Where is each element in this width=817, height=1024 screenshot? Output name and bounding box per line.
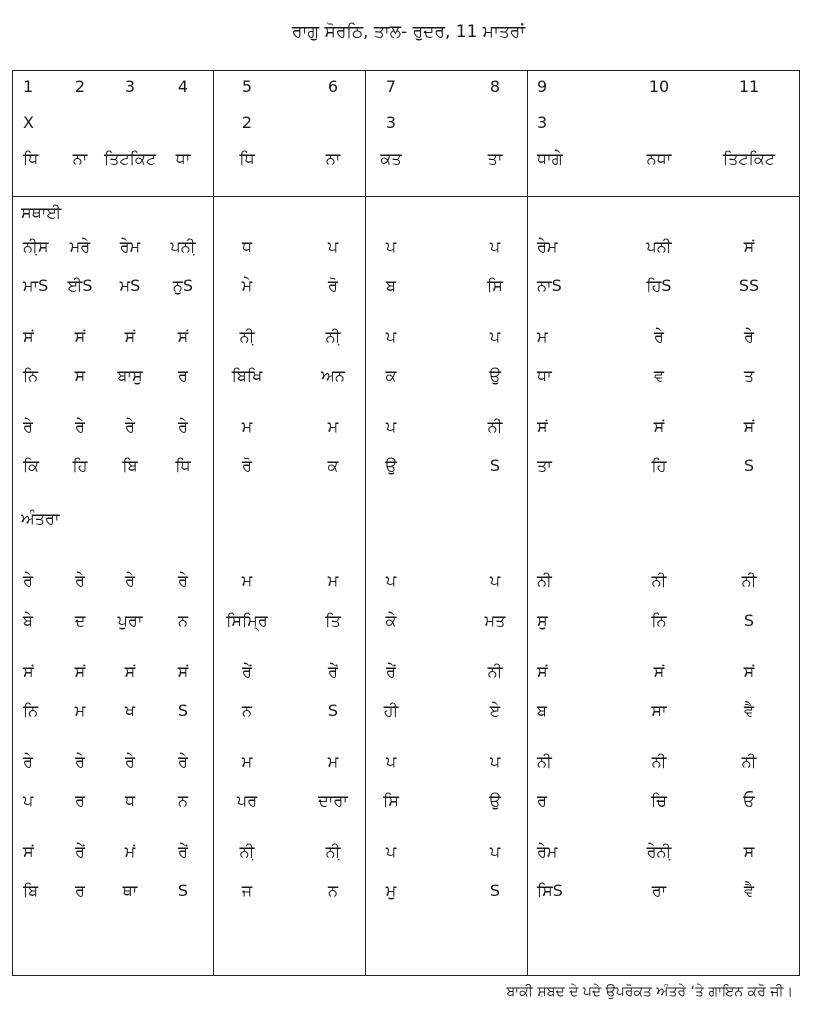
lyric-cell: ਵੈ — [743, 881, 755, 900]
lyric-cell: ਰ — [178, 366, 188, 385]
swar-row — [13, 569, 801, 593]
lyric-cell: ਨਿ — [651, 611, 667, 630]
theka-bol: ਧਿ — [239, 149, 255, 168]
lyric-cell: ਕੇ — [385, 611, 397, 630]
swar-cell: ਨੀ — [487, 662, 503, 681]
lyric-cell: ਵ — [653, 366, 665, 385]
lyric-cell: ਰ — [537, 791, 547, 810]
lyric-cell: ਨ — [241, 701, 252, 720]
swar-cell: ਰੇ — [125, 752, 135, 771]
swar-cell: ਪ — [489, 237, 501, 256]
beats-row — [13, 75, 801, 99]
swar-row — [13, 750, 801, 774]
lyric-cell: ਰ — [75, 791, 85, 810]
swar-cell: ਰੇ — [75, 417, 85, 436]
lyric-cell: ਹਿ — [651, 456, 667, 475]
theka-bol: ਕਤ — [380, 149, 402, 168]
swar-cell: ਰੇ — [125, 417, 135, 436]
lyric-row — [13, 609, 801, 633]
swar-cell: ਪ — [489, 571, 501, 590]
lyric-cell: ਬਾਸੁ — [117, 366, 143, 385]
lyric-cell: ਥਾ — [122, 881, 138, 900]
swar-cell: ਨੀ਼ — [325, 842, 341, 861]
tali-marker: 3 — [537, 113, 548, 132]
swar-cell: ਪ — [489, 752, 501, 771]
lyric-cell: ਬਿ — [23, 881, 39, 900]
lyric-row — [13, 699, 801, 723]
lyric-cell: ਕਿ — [23, 456, 40, 475]
lyric-cell: ਸਿS — [537, 881, 563, 900]
swar-cell: ਸਂ — [74, 662, 86, 681]
swar-cell: ਨੀ — [537, 571, 552, 590]
lyric-cell: ਬਿ — [122, 456, 138, 475]
swar-row — [13, 325, 801, 349]
swar-cell: ਪ — [385, 417, 397, 436]
header-divider — [13, 196, 799, 197]
lyric-cell: ਹੀ — [383, 701, 399, 720]
lyric-cell: ਚਿ — [651, 791, 667, 810]
lyric-cell: ਓ — [743, 791, 755, 810]
swar-cell: ਨੀ਼ — [239, 842, 255, 861]
lyric-cell: ਖ — [124, 701, 136, 720]
swar-cell: ਮਰੇ — [69, 237, 91, 256]
swar-cell: ਮ — [327, 571, 339, 590]
swar-cell: ਰੇ — [75, 752, 85, 771]
swar-cell: ਰੇਂ — [386, 662, 396, 681]
lyric-cell: ਦ — [74, 611, 86, 630]
swar-cell: ਰੇਮ — [119, 237, 141, 256]
swar-cell: ਸਂ — [537, 417, 548, 436]
lyric-cell: ਬੇ — [23, 611, 33, 630]
lyric-cell: ਸਿਮ੍ਰਿ — [226, 611, 268, 630]
lyric-cell: ਪਰ — [236, 791, 258, 810]
swar-cell: ਮ — [241, 752, 253, 771]
swar-cell: ਨੀ — [651, 571, 667, 590]
swar-cell: ਨੀ — [537, 752, 552, 771]
theka-bol: ਧਾਗੇ — [537, 149, 563, 168]
lyric-cell: ਸੁ — [537, 611, 548, 630]
page-title: ਰਾਗੁ ਸੋਰਠਿ, ਤਾਲ- ਰੁਦਰ, 11 ਮਾਤਰਾਂ — [291, 22, 526, 42]
notation-table — [12, 70, 800, 976]
swar-cell: ਸਂ — [653, 417, 665, 436]
lyric-cell: ਮੁ — [385, 881, 397, 900]
swar-row — [13, 235, 801, 259]
lyric-cell: S — [743, 611, 755, 630]
lyric-cell: ਸਿ — [383, 791, 399, 810]
lyric-row — [13, 274, 801, 298]
lyric-cell: ਅਨ — [321, 366, 345, 385]
lyric-cell: ਮਤ — [484, 611, 506, 630]
swar-cell: ਨੀ਼ — [325, 327, 341, 346]
swar-cell: ਰੇਮ — [537, 237, 558, 256]
lyric-cell: ਹਿ — [72, 456, 88, 475]
lyric-cell: ਮੇ — [241, 276, 253, 295]
swar-cell: ਰੇਂ — [328, 662, 338, 681]
swar-cell: ਸਂ — [23, 842, 34, 861]
lyric-cell: ਕ — [327, 456, 339, 475]
swar-row — [13, 660, 801, 684]
lyric-cell: ਤ — [743, 366, 755, 385]
lyric-cell: S — [489, 881, 501, 900]
swar-cell: ਧ — [241, 237, 253, 256]
swar-cell: ਸਂ — [23, 662, 34, 681]
lyric-cell: ਦਾਰਾ — [318, 791, 348, 810]
swar-cell: ਪ — [385, 571, 397, 590]
swar-cell: ਸਂ — [177, 662, 189, 681]
lyric-cell: ਨੁS — [172, 276, 194, 295]
lyric-cell: ਉ — [385, 456, 397, 475]
swar-cell: ਸਂ — [743, 237, 755, 256]
swar-cell: ਰੇਂ — [178, 842, 188, 861]
swar-cell: ਪ — [385, 842, 397, 861]
swar-cell: ਸਂ — [653, 662, 665, 681]
swar-cell: ਰੇ — [178, 571, 188, 590]
swar-cell: ਰੇ — [178, 417, 188, 436]
beat-number: 7 — [385, 77, 397, 96]
beat-number: 3 — [124, 77, 136, 96]
swar-cell: ਨੀ਼ਸ — [23, 237, 49, 256]
lyric-cell: ਬ — [386, 276, 396, 295]
lyric-cell: ਏ — [489, 701, 501, 720]
beat-number: 10 — [648, 77, 670, 96]
swar-cell: ਪ — [385, 752, 397, 771]
swar-cell: ਪ — [385, 327, 397, 346]
beat-number: 11 — [738, 77, 760, 96]
swar-cell: ਪਨੀ਼ — [170, 237, 196, 256]
theka-bol: ਤਾ — [487, 149, 503, 168]
swar-cell: ਪਨੀ — [646, 237, 672, 256]
lyric-cell: ਰਾ — [651, 881, 667, 900]
section-label-sthayi: ਸਥਾਈ — [21, 203, 62, 222]
lyric-cell: ਧ — [124, 791, 136, 810]
lyric-cell: ਪੁਰਾ — [117, 611, 143, 630]
swar-cell: ਨੀ — [741, 752, 757, 771]
lyric-row — [13, 454, 801, 478]
tali-marker: 3 — [385, 113, 397, 132]
lyric-cell: ਬ — [537, 701, 547, 720]
theka-bol: ਨਾ — [72, 149, 88, 168]
lyric-cell: S — [327, 701, 339, 720]
swar-cell: ਸਂ — [124, 662, 136, 681]
lyric-cell: ਨਿ — [23, 366, 39, 385]
lyric-cell: ਤਿ — [325, 611, 341, 630]
swar-cell: ਮ — [327, 752, 339, 771]
swar-cell: ਮ — [537, 327, 548, 346]
swar-cell: ਸਂ — [743, 417, 755, 436]
swar-cell: ਸਂ — [177, 327, 189, 346]
lyric-cell: S — [743, 456, 755, 475]
lyric-cell: ਨਿ — [23, 701, 39, 720]
swar-cell: ਸਂ — [23, 327, 34, 346]
swar-cell: ਰੇਮ — [537, 842, 558, 861]
lyric-cell: S — [489, 456, 501, 475]
lyric-cell: ਨਾS — [537, 276, 562, 295]
swar-cell: ਨੀ — [741, 571, 757, 590]
lyric-cell: ਰੋ — [328, 276, 338, 295]
lyric-cell: ਜ — [241, 881, 253, 900]
lyric-cell: ਤਾ — [537, 456, 552, 475]
lyric-cell: ਧਿ — [175, 456, 191, 475]
beat-number: 4 — [177, 77, 189, 96]
lyric-cell: ਮ — [74, 701, 86, 720]
lyric-row — [13, 789, 801, 813]
swar-cell: ਸ — [743, 842, 755, 861]
beat-number: 5 — [241, 77, 253, 96]
beat-number: 6 — [327, 77, 339, 96]
swar-cell: ਮ — [241, 417, 253, 436]
lyric-cell: ਵੈ — [743, 701, 755, 720]
swar-cell: ਮ — [241, 571, 253, 590]
lyric-cell: ਰੋ — [242, 456, 252, 475]
swar-cell: ਮਂ — [124, 842, 136, 861]
tali-marker: X — [23, 113, 34, 132]
swar-cell: ਪ — [489, 842, 501, 861]
swar-cell: ਨੀ — [487, 417, 503, 436]
theka-bol: ਨਾ — [325, 149, 341, 168]
lyric-cell: ਸ — [74, 366, 86, 385]
swar-cell: ਰੇਨੀ਼ — [646, 842, 672, 861]
swar-cell: ਰੇ — [125, 571, 135, 590]
beat-number: 1 — [23, 77, 34, 96]
lyric-row — [13, 364, 801, 388]
swar-cell: ਰੇ — [75, 571, 85, 590]
swar-cell: ਪ — [489, 327, 501, 346]
theka-bol: ਧਿ — [23, 149, 39, 168]
swar-cell: ਪ — [327, 237, 339, 256]
footnote: ਬਾਕੀ ਸ਼ਬਦ ਦੇ ਪਦੇ ਉਪਰੋਕਤ ਅੰਤਰੇ ‘ਤੇ ਗਾਇਨ ਕਰੋ ਜੀ। — [506, 984, 793, 1000]
lyric-cell: ਮਾS — [23, 276, 49, 295]
swar-row — [13, 840, 801, 864]
lyric-cell: ਨ — [177, 611, 188, 630]
lyric-cell: ਉ — [489, 366, 501, 385]
lyric-cell: ਸਿ — [487, 276, 503, 295]
lyric-cell: ਉ — [489, 791, 501, 810]
tali-markers-row — [13, 111, 801, 135]
lyric-cell: ਰ — [75, 881, 85, 900]
swar-cell: ਪ — [385, 237, 397, 256]
swar-cell: ਮ — [327, 417, 339, 436]
theka-bol: ਤਿਟਕਿਟ — [723, 149, 775, 168]
lyric-cell: ਸਾ — [651, 701, 667, 720]
theka-bol: ਨਧਾ — [646, 149, 672, 168]
beat-number: 2 — [74, 77, 86, 96]
theka-bol: ਤਿਟਕਿਟ — [104, 149, 156, 168]
theka-bol: ਧਾ — [175, 149, 191, 168]
lyric-row — [13, 879, 801, 903]
lyric-cell: ਧਾ — [537, 366, 552, 385]
swar-cell: ਰੇ — [654, 327, 664, 346]
tali-marker: 2 — [241, 113, 253, 132]
theka-bols-row — [13, 147, 801, 171]
lyric-cell: ਨ — [177, 791, 188, 810]
lyric-cell: ਬਿਖਿ — [231, 366, 263, 385]
lyric-cell: ਕ — [385, 366, 397, 385]
swar-cell: ਰੇ — [178, 752, 188, 771]
beat-number: 9 — [537, 77, 548, 96]
beat-number: 8 — [489, 77, 501, 96]
lyric-cell: ਪ — [23, 791, 34, 810]
lyric-cell: ਹਿS — [646, 276, 672, 295]
swar-cell: ਰੇ — [23, 571, 33, 590]
lyric-cell: S — [177, 701, 189, 720]
swar-cell: ਰੇਂ — [242, 662, 252, 681]
lyric-cell: S — [177, 881, 189, 900]
swar-cell: ਰੇਂ — [75, 842, 85, 861]
swar-cell: ਸਂ — [743, 662, 755, 681]
swar-cell: ਰੇ — [744, 327, 754, 346]
swar-cell: ਰੇ — [23, 752, 33, 771]
lyric-cell: SS — [738, 276, 760, 295]
lyric-cell: ਈS — [67, 276, 93, 295]
swar-cell: ਸਂ — [124, 327, 136, 346]
swar-cell: ਸਂ — [74, 327, 86, 346]
swar-cell: ਨੀ਼ — [239, 327, 255, 346]
swar-row — [13, 415, 801, 439]
swar-cell: ਰੇ — [23, 417, 33, 436]
lyric-cell: ਨ — [327, 881, 338, 900]
swar-cell: ਨੀ — [651, 752, 667, 771]
lyric-cell: ਮS — [119, 276, 141, 295]
swar-cell: ਸਂ — [537, 662, 548, 681]
section-label-antara: ਅੰਤਰਾ — [21, 509, 60, 528]
